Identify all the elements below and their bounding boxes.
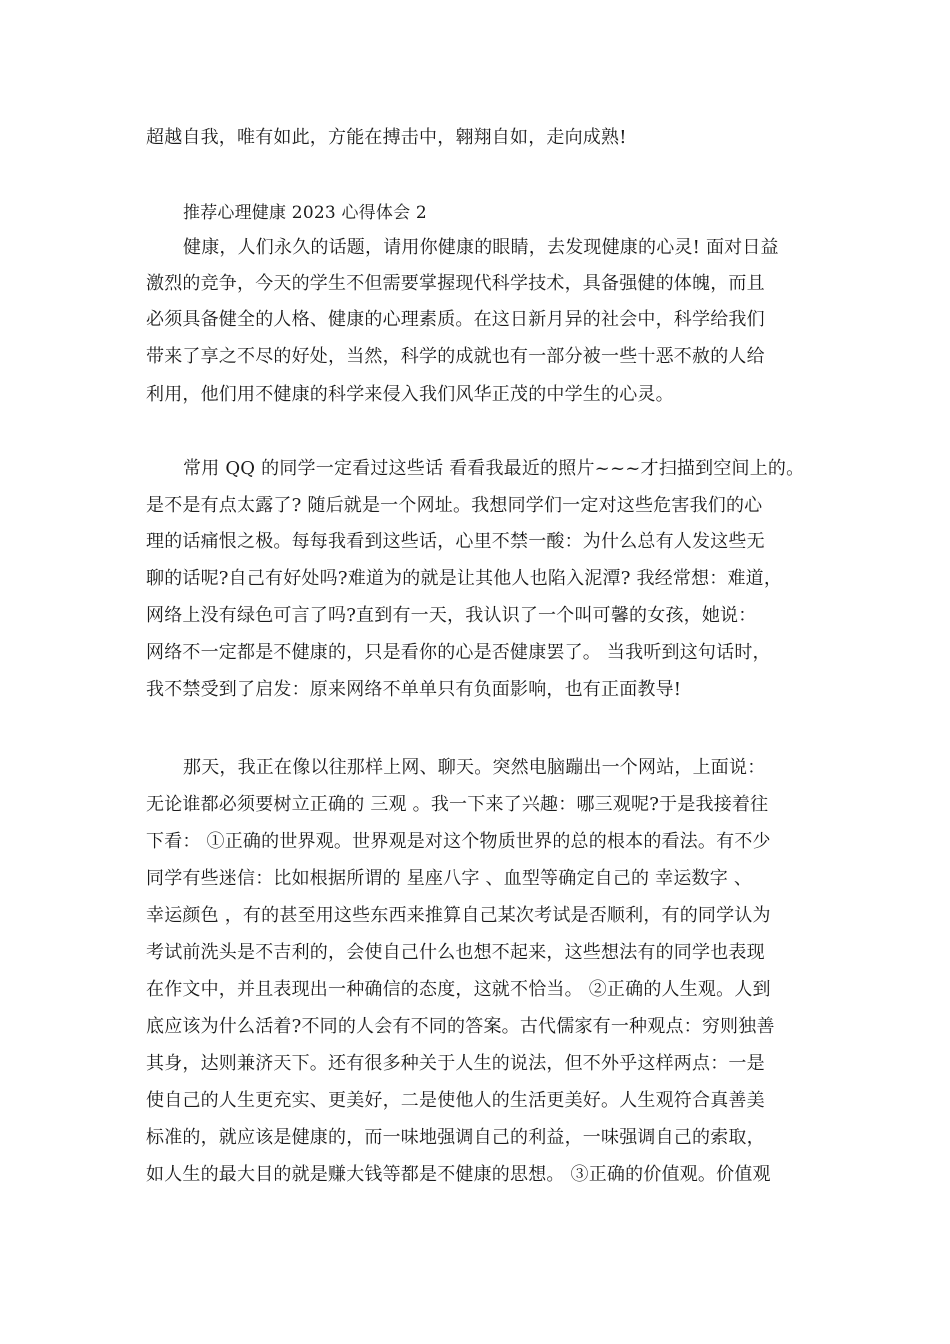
paragraph-1-line-1: 健康，人们永久的话题，请用你健康的眼睛，去发现健康的心灵! 面对日益 — [183, 237, 779, 258]
intro-line: 超越自我，唯有如此，方能在搏击中，翱翔自如，走向成熟! — [146, 127, 627, 148]
paragraph-3-line-9: 其身，达则兼济天下。还有很多种关于人生的说法，但不外乎这样两点：一是 — [146, 1053, 765, 1074]
paragraph-1-line-2: 激烈的竞争，今天的学生不但需要掌握现代科学技术，具备强健的体魄，而且 — [146, 273, 765, 294]
paragraph-3-line-3: 下看： ①正确的世界观。世界观是对这个物质世界的总的根本的看法。有不少 — [146, 831, 771, 852]
paragraph-2-line-6: 网络不一定都是不健康的，只是看你的心是否健康罢了。 当我听到这句话时， — [146, 642, 771, 663]
paragraph-3-line-6: 考试前洗头是不吉利的，会使自己什么也想不起来，这些想法有的同学也表现 — [146, 942, 765, 963]
paragraph-2-line-7: 我不禁受到了启发：原来网络不单单只有负面影响，也有正面教导! — [146, 679, 682, 700]
paragraph-3-line-1: 那天，我正在像以往那样上网、聊天。突然电脑蹦出一个网站，上面说： — [183, 757, 766, 778]
paragraph-3-line-10: 使自己的人生更充实、更美好，二是使他人的生活更美好。人生观符合真善美 — [146, 1090, 765, 1111]
paragraph-1-line-5: 利用，他们用不健康的科学来侵入我们风华正茂的中学生的心灵。 — [146, 384, 674, 405]
paragraph-3-line-2: 无论谁都必须要树立正确的 三观 。我一下来了兴趣：哪三观呢?于是我接着往 — [146, 794, 769, 815]
paragraph-1-line-4: 带来了享之不尽的好处，当然，科学的成就也有一部分被一些十恶不赦的人给 — [146, 346, 765, 367]
paragraph-2-line-3: 理的话痛恨之极。每每我看到这些话，心里不禁一酸：为什么总有人发这些无 — [146, 531, 765, 552]
paragraph-3-line-5: 幸运颜色 ，有的甚至用这些东西来推算自己某次考试是否顺利，有的同学认为 — [146, 905, 771, 926]
section-title: 推荐心理健康 2023 心得体会 2 — [183, 203, 427, 223]
paragraph-2-line-5: 网络上没有绿色可言了吗?直到有一天，我认识了一个叫可馨的女孩，她说： — [146, 605, 757, 626]
paragraph-1-line-3: 必须具备健全的人格、健康的心理素质。在这日新月异的社会中，科学给我们 — [146, 309, 765, 330]
paragraph-2-line-2: 是不是有点太露了? 随后就是一个网址。我想同学们一定对这些危害我们的心 — [146, 495, 763, 516]
paragraph-3-line-4: 同学有些迷信：比如根据所谓的 星座八字 、血型等确定自己的 幸运数字 、 — [146, 868, 753, 889]
paragraph-3-line-7: 在作文中，并且表现出一种确信的态度，这就不恰当。 ②正确的人生观。人到 — [146, 979, 771, 1000]
paragraph-3-line-8: 底应该为什么活着?不同的人会有不同的答案。古代儒家有一种观点：穷则独善 — [146, 1016, 775, 1037]
paragraph-3-line-11: 标准的，就应该是健康的，而一味地强调自己的利益，一味强调自己的索取， — [146, 1127, 765, 1148]
paragraph-3-line-12: 如人生的最大目的就是赚大钱等都是不健康的思想。 ③正确的价值观。价值观 — [146, 1164, 771, 1185]
paragraph-2-line-4: 聊的话呢?自己有好处吗?难道为的就是让其他人也陷入泥潭? 我经常想：难道， — [146, 568, 783, 589]
paragraph-2-line-1: 常用 QQ 的同学一定看过这些话 看看我最近的照片~~~才扫描到空间上的。 — [183, 458, 805, 479]
